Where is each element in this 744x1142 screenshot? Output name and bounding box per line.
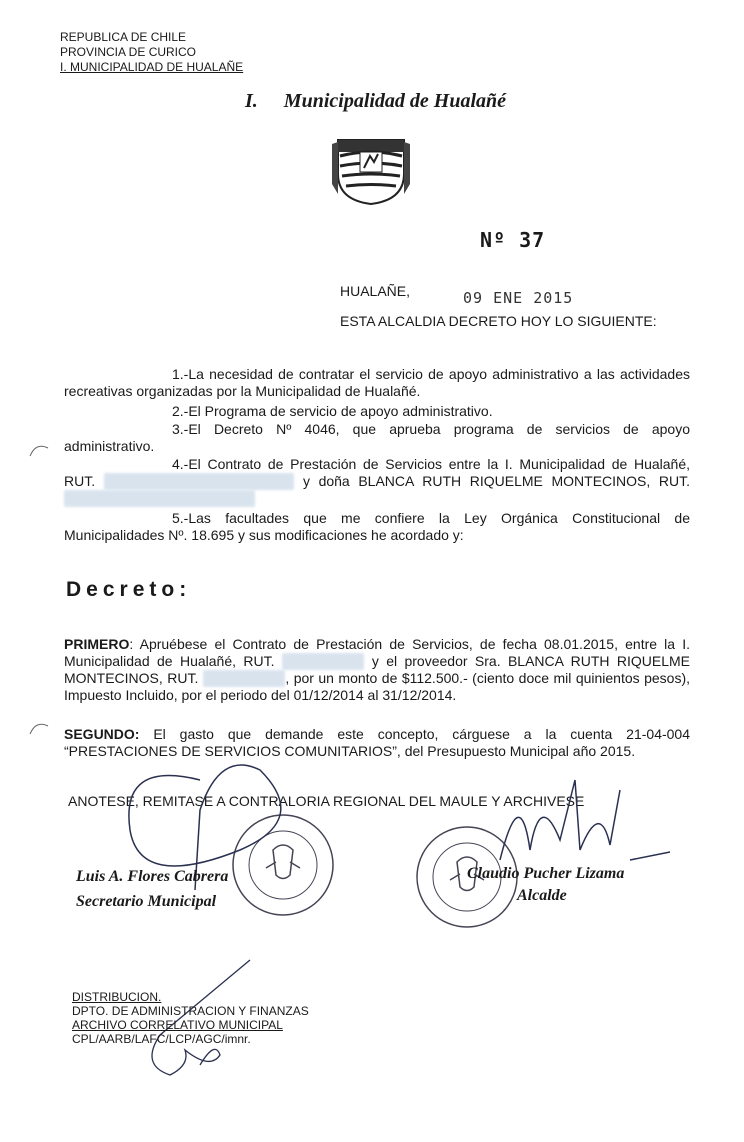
header-country: REPUBLICA DE CHILE [60, 30, 187, 44]
closing-line: ANOTESE, REMITASE A CONTRALORIA REGIONAL DEL MAULE Y ARCHIVESE [68, 793, 585, 809]
date-stamp: 09 ENE 2015 [463, 289, 574, 307]
primero-text-b: y el proveedor Sra. BLANCA RUTH RIQUELME MONTECINOS, RUT. [64, 653, 691, 686]
mayor-signature-icon [480, 760, 680, 880]
secretary-name: Luis A. Flores Cabrera [76, 868, 229, 885]
decreto-heading: Decreto: [66, 578, 192, 601]
mayor-title: Alcalde [517, 887, 567, 904]
header-province: PROVINCIA DE CURICO [60, 45, 197, 59]
margin-mark-icon [26, 718, 50, 738]
distribution-line-3: CPL/AARB/LAFC/LCP/AGC/imnr. [72, 1032, 251, 1046]
distribution-line-2: ARCHIVO CORRELATIVO MUNICIPAL [72, 1018, 283, 1032]
municipal-crest-icon [330, 134, 412, 206]
title-name: Municipalidad de Hualañé [283, 90, 507, 112]
consideration-4-b: y doña BLANCA RUTH RIQUELME MONTECINOS, RUT. [302, 473, 691, 489]
primero-paragraph [64, 636, 690, 704]
segundo-label: SEGUNDO: [64, 726, 140, 742]
consideration-4-a: 4.-El Contrato de Prestación de Servicios entre la I. Municipalidad de Hualañé, RUT. [64, 456, 690, 489]
consideration-1: 1.-La necesidad de contratar el servicio de apoyo administrativo a las actividades recreativas organizadas por la Municipalidad de Hualañé. [64, 366, 690, 399]
mayor-name: Claudio Pucher Lizama [467, 865, 625, 882]
segundo-text: El gasto que demande este concepto, cárguese a la cuenta 21-04-004 “PRESTACIONES DE SERVICIOS COMUNITARIOS”, del Presupuesto Municipal año 2015. [64, 726, 690, 759]
redacted-rut [64, 490, 255, 507]
place-label: HUALAÑE, [340, 283, 411, 299]
distribution-heading: DISTRIBUCION. [72, 990, 162, 1004]
margin-mark-icon [26, 440, 50, 460]
primero-text-c: , por un monto de $112.500.- (ciento doce mil quinientos pesos), Impuesto Incluido, por el periodo del 01/12/2014 al 31/12/2014. [64, 670, 691, 703]
redacted-rut [282, 653, 365, 670]
declaration: ESTA ALCALDIA DECRETO HOY LO SIGUIENTE: [340, 313, 657, 329]
primero-text-a: : Apruébese el Contrato de Prestación de Servicios, de fecha 08.01.2015, entre la I. Municipalidad de Hualañé, RUT. [64, 636, 690, 669]
consideration-2: 2.-El Programa de servicio de apoyo administrativo. [172, 403, 493, 419]
redacted-rut [104, 473, 295, 490]
consideration-5: 5.-Las facultades que me confiere la Ley Orgánica Constitucional de Municipalidades Nº. 18.695 y sus modificaciones he acordado y: [64, 510, 690, 543]
primero-label: PRIMERO [64, 636, 130, 652]
title-prefix: I. [245, 90, 258, 112]
document-title [245, 90, 506, 113]
consideration-3: 3.-El Decreto Nº 4046, que aprueba programa de servicios de apoyo administrativo. [64, 421, 690, 454]
consideration-4 [64, 456, 690, 507]
header-municipality: I. MUNICIPALIDAD DE HUALAÑE [60, 60, 244, 74]
distribution-line-1: DPTO. DE ADMINISTRACION Y FINANZAS [72, 1004, 309, 1018]
secretary-title: Secretario Municipal [76, 893, 217, 910]
decree-number: Nº 37 [480, 228, 546, 252]
redacted-rut [203, 670, 286, 687]
